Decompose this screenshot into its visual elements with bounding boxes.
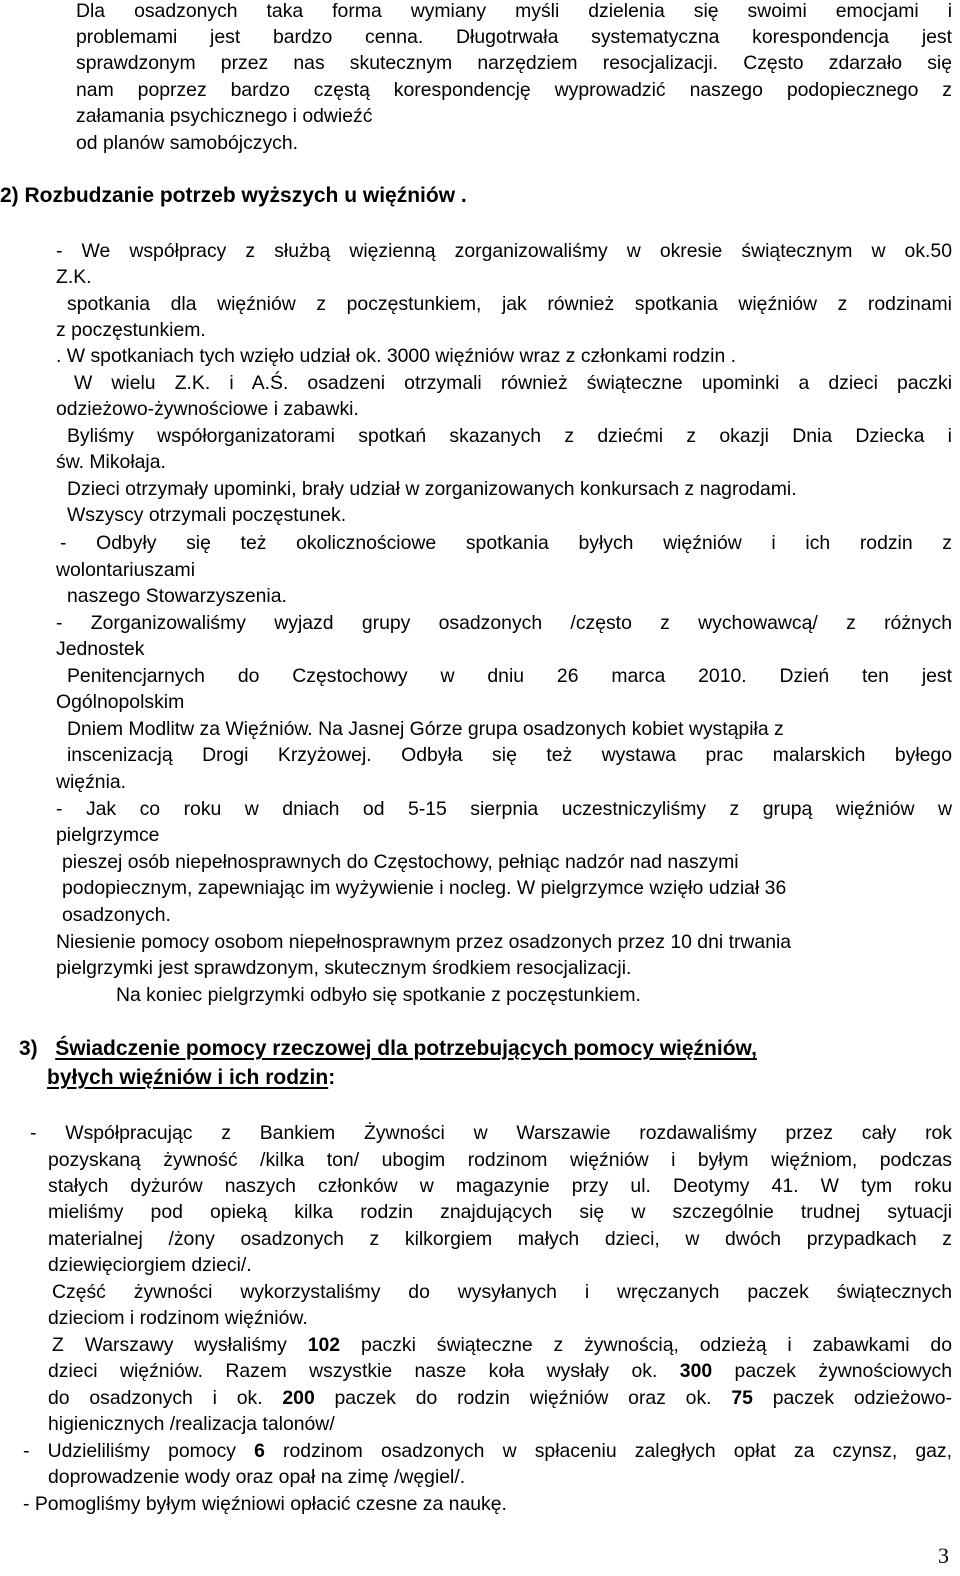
text-line: spotkania dla więźniów z poczęstunkiem, jak również spotkania więźniów z rodzinami — [67, 293, 952, 315]
text-line: Z.K. — [56, 266, 92, 288]
text-line: W wielu Z.K. i A.Ś. osadzeni otrzymali również świąteczne upominki a dzieci paczki — [74, 372, 952, 394]
text-line: sprawdzonym przez nas skutecznym narzędziem resocjalizacji. Często zdarzało się — [76, 52, 952, 74]
text-line: pielgrzymce — [56, 824, 160, 846]
text-line: Byliśmy współorganizatorami spotkań skazanych z dziećmi z okazji Dnia Dziecka i — [67, 425, 952, 447]
text-line: problemami jest bardzo cenna. Długotrwała systematyczna korespondencja jest — [76, 26, 952, 48]
text-line: doprowadzenie wody oraz opał na zimę /węgiel/. — [48, 1466, 466, 1488]
section-heading-3 — [19, 1036, 757, 1062]
page-number: 3 — [938, 1543, 949, 1568]
section-heading-3-cont — [47, 1065, 335, 1091]
text-line: Jednostek — [56, 638, 145, 660]
text-line: od planów samobójczych. — [76, 132, 299, 154]
text-line: więźnia. — [56, 771, 127, 793]
text-line: naszego Stowarzyszenia. — [67, 585, 287, 607]
text-line: - Odbyły się też okolicznościowe spotkania byłych więźniów i ich rodzin z — [60, 532, 952, 554]
text-line: podopiecznym, zapewniając im wyżywienie i nocleg. W pielgrzymce wzięło udział 36 — [62, 877, 787, 899]
text-line: osadzonych. — [62, 904, 171, 926]
text-line: materialnej /żony osadzonych z kilkorgiem małych dzieci, w dwóch przypadkach z — [48, 1228, 952, 1250]
text-line: inscenizacją Drogi Krzyżowej. Odbyła się też wystawa prac malarskich byłego — [67, 744, 952, 766]
text-line: - Udzieliliśmy pomocy 6 rodzinom osadzonych w spłaceniu zaległych opłat za czynsz, gaz, — [23, 1440, 952, 1462]
text-line: do osadzonych i ok. 200 paczek do rodzin więźniów oraz ok. 75 paczek odzieżowo- — [48, 1387, 952, 1409]
section-title-colon: : — [328, 1066, 336, 1089]
text-line: św. Mikołaja. — [56, 451, 166, 473]
text-line: . W spotkaniach tych wzięło udział ok. 3000 więźniów wraz z członkami rodzin . — [56, 345, 737, 367]
text-line: Na koniec pielgrzymki odbyło się spotkanie z poczęstunkiem. — [116, 984, 641, 1006]
text-line: dziewięciorgiem dzieci/. — [48, 1254, 252, 1276]
text-line: pielgrzymki jest sprawdzonym, skutecznym środkiem resocjalizacji. — [56, 957, 632, 979]
text-line: mieliśmy pod opieką kilka rodzin znajdujących się w szczególnie trudnej sytuacji — [48, 1201, 952, 1223]
text-line: Wszyscy otrzymali poczęstunek. — [67, 504, 347, 526]
text-line: - Pomogliśmy byłym więźniowi opłacić czesne za naukę. — [23, 1493, 507, 1515]
text-line: Dniem Modlitw za Więźniów. Na Jasnej Górze grupa osadzonych kobiet wystąpiła z — [67, 718, 784, 740]
text-line: Dla osadzonych taka forma wymiany myśli dzielenia się swoimi emocjami i — [76, 0, 952, 22]
text-line: Penitencjarnych do Częstochowy w dniu 26 marca 2010. Dzień ten jest — [67, 665, 952, 687]
section-title-line-1: Świadczenie pomocy rzeczowej dla potrzebujących pomocy więźniów, — [55, 1037, 757, 1060]
text-line: - We współpracy z służbą więzienną zorganizowaliśmy w okresie świątecznym w ok.50 — [56, 240, 952, 262]
section-heading-2: 2) Rozbudzanie potrzeb wyższych u więźniów . — [0, 184, 467, 207]
text-line: z poczęstunkiem. — [56, 319, 206, 341]
text-line: Ogólnopolskim — [56, 691, 185, 713]
text-line: wolontariuszami — [56, 559, 196, 581]
text-line: nam poprzez bardzo częstą korespondencję wyprowadzić naszego podopiecznego z — [76, 79, 952, 101]
text-line: Dzieci otrzymały upominki, brały udział w zorganizowanych konkursach z nagrodami. — [67, 478, 797, 500]
text-line: stałych dyżurów naszych członków w magazynie przy ul. Deotymy 41. W tym roku — [48, 1175, 952, 1197]
text-line: - Jak co roku w dniach od 5-15 sierpnia uczestniczyliśmy z grupą więźniów w — [56, 798, 952, 820]
text-line: pozyskaną żywność /kilka ton/ ubogim rodzinom więźniów i byłym więźniom, podczas — [48, 1149, 952, 1171]
text-line: dzieci więźniów. Razem wszystkie nasze koła wysłały ok. 300 paczek żywnościowych — [48, 1360, 952, 1382]
text-line: Niesienie pomocy osobom niepełnosprawnym przez osadzonych przez 10 dni trwania — [56, 931, 792, 953]
text-line: pieszej osób niepełnosprawnych do Częstochowy, pełniąc nadzór nad naszymi — [62, 851, 739, 873]
text-line: załamania psychicznego i odwieźć — [76, 105, 373, 127]
text-line: Z Warszawy wysłaliśmy 102 paczki świąteczne z żywnością, odzieżą i zabawkami do — [52, 1334, 952, 1356]
text-line: - Zorganizowaliśmy wyjazd grupy osadzonych /często z wychowawcą/ z różnych — [56, 612, 952, 634]
text-line: Część żywności wykorzystaliśmy do wysyłanych i wręczanych paczek świątecznych — [52, 1281, 952, 1303]
text-line: - Współpracując z Bankiem Żywności w Warszawie rozdawaliśmy przez cały rok — [30, 1122, 952, 1144]
section-title-line-2: byłych więźniów i ich rodzin — [47, 1066, 329, 1089]
section-number: 3) — [19, 1037, 38, 1060]
text-line: higienicznych /realizacja talonów/ — [48, 1413, 335, 1435]
text-line: odzieżowo-żywnościowe i zabawki. — [56, 398, 359, 420]
text-line: dzieciom i rodzinom więźniów. — [48, 1307, 308, 1329]
